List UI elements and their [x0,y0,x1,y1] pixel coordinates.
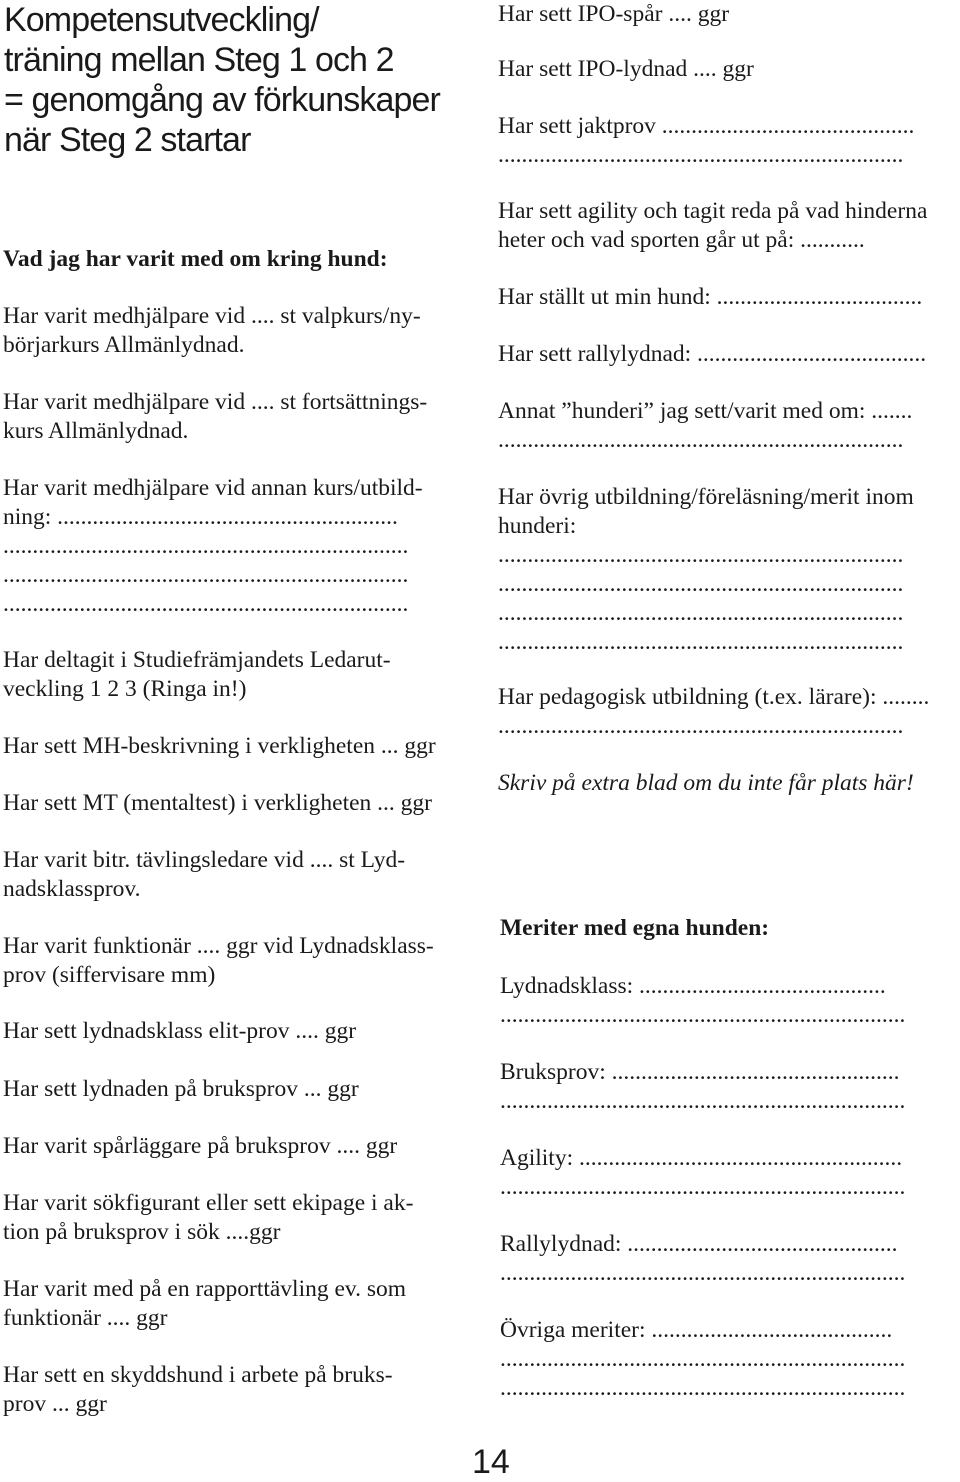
merit-bruksprov [500,1058,956,1116]
left-item-mh [3,732,463,761]
form-line: ..................................................................... [500,1002,906,1028]
form-line: ..................................................................... [498,600,904,626]
left-item-elitprov [3,1017,463,1046]
form-line: Har pedagogisk utbildning (t.ex. lärare): ........ [498,684,930,710]
merit-ovriga [500,1316,956,1403]
form-line: Agility: ....................................................... [500,1145,903,1171]
form-line: funktionär .... ggr [3,1305,168,1331]
right-item-annat-hunderi [498,397,956,455]
form-line: ..................................................................... [500,1260,906,1286]
form-line: kurs Allmänlydnad. [3,418,189,444]
form-line: nadsklassprov. [3,876,141,902]
left-item-annan-kurs [3,474,463,619]
form-line: Har varit medhjälpare vid .... st valpkurs/ny- [3,303,421,329]
form-line: Har sett jaktprov ........................................... [498,113,915,139]
form-line: ..................................................................... [498,713,904,739]
form-line: hunderi: [498,513,577,539]
right-item-jaktprov [498,112,956,170]
form-line: ..................................................................... [498,427,904,453]
form-line: tion på bruksprov i sök ....ggr [3,1219,281,1245]
form-line: veckling 1 2 3 (Ringa in!) [3,676,247,702]
form-line: Har sett agility och tagit reda på vad hinderna [498,198,928,224]
right-note [498,769,956,798]
form-line: prov ... ggr [3,1391,107,1417]
title-line: när Steg 2 startar [4,121,251,159]
section-heading: Vad jag har varit med om kring hund: [3,246,388,272]
form-line: Har sett MH-beskrivning i verkligheten ... ggr [3,733,436,759]
section-heading: Meriter med egna hunden: [500,915,770,941]
form-line: börjarkurs Allmänlydnad. [3,332,245,358]
form-line: Har sett MT (mentaltest) i verkligheten ... ggr [3,790,432,816]
merit-rallylydnad [500,1230,956,1288]
page-title [4,0,474,160]
title-line: = genomgång av förkunskaper [4,81,440,119]
form-line: Har sett IPO-spår .... ggr [498,1,730,27]
left-item-sokfigurant [3,1189,463,1247]
form-line: Rallylydnad: .............................................. [500,1231,898,1257]
left-item-fortsattning [3,388,463,446]
form-line: Annat ”hunderi” jag sett/varit med om: ....... [498,398,913,424]
left-item-skyddshund [3,1361,463,1419]
form-line: prov (siffervisare mm) [3,962,216,988]
left-item-tavlingsledare [3,846,463,904]
right-item-ipo-lydnad [498,55,956,84]
form-line: ..................................................................... [498,571,904,597]
left-item-valpkurs [3,302,463,360]
form-line: Har varit medhjälpare vid .... st fortsättnings- [3,389,428,415]
form-line: Har sett lydnaden på bruksprov ... ggr [3,1076,359,1102]
form-line: heter och vad sporten går ut på: ........... [498,227,865,253]
form-line: ning: .......................................................... [3,504,398,530]
right-item-pedagogisk [498,683,956,741]
form-line: Bruksprov: ................................................. [500,1059,900,1085]
form-line: ..................................................................... [3,562,409,588]
left-item-ledarutveckling [3,646,463,704]
form-line: Lydnadsklass: .......................................... [500,973,886,999]
form-line: Har varit med på en rapporttävling ev. som [3,1276,407,1302]
form-line: ..................................................................... [3,533,409,559]
right-item-ovrig-utbildning [498,483,956,657]
title-line: Kompetensutveckling/ [4,1,319,39]
form-line: Har varit medhjälpare vid annan kurs/utbild- [3,475,423,501]
form-line: Har sett lydnadsklass elit-prov .... ggr [3,1018,357,1044]
form-line: ..................................................................... [498,629,904,655]
form-line: ..................................................................... [3,591,409,617]
merit-agility [500,1144,956,1202]
merit-lydnadsklass [500,972,956,1030]
merits-heading [500,914,956,943]
form-line: Övriga meriter: ......................................... [500,1317,893,1343]
extra-sheet-note: Skriv på extra blad om du inte får plats här! [498,770,914,796]
form-line: Har sett en skyddshund i arbete på bruks- [3,1362,393,1388]
title-line: träning mellan Steg 1 och 2 [4,41,394,79]
form-line: Har deltagit i Studiefrämjandets Ledarut- [3,647,391,673]
form-line: Har övrig utbildning/föreläsning/merit inom [498,484,914,510]
right-item-utstallning [498,283,956,312]
form-line: Har varit sökfigurant eller sett ekipage i ak- [3,1190,414,1216]
form-line: ..................................................................... [500,1088,906,1114]
right-item-rallylydnad [498,340,956,369]
form-line: Har varit bitr. tävlingsledare vid .... st Lyd- [3,847,406,873]
page-number: 14 [472,1443,510,1481]
left-heading [3,245,463,274]
form-line: ..................................................................... [500,1174,906,1200]
left-item-mt [3,789,463,818]
form-line: Har ställt ut min hund: ................................... [498,284,923,310]
form-line: Har varit funktionär .... ggr vid Lydnadsklass- [3,933,434,959]
form-line: Har varit spårläggare på bruksprov .... ggr [3,1133,398,1159]
left-item-funktionar [3,932,463,990]
form-line: ..................................................................... [498,542,904,568]
right-item-ipo-spar [498,0,956,29]
left-item-bruksprov-lydnad [3,1075,463,1104]
form-line: ..................................................................... [500,1346,906,1372]
form-line: ..................................................................... [500,1375,906,1401]
right-item-agility [498,197,956,255]
left-item-sparlaggare [3,1132,463,1161]
form-line: ..................................................................... [498,142,904,168]
form-line: Har sett rallylydnad: ....................................... [498,341,927,367]
form-line: Har sett IPO-lydnad .... ggr [498,56,754,82]
left-item-rapporttavling [3,1275,463,1333]
